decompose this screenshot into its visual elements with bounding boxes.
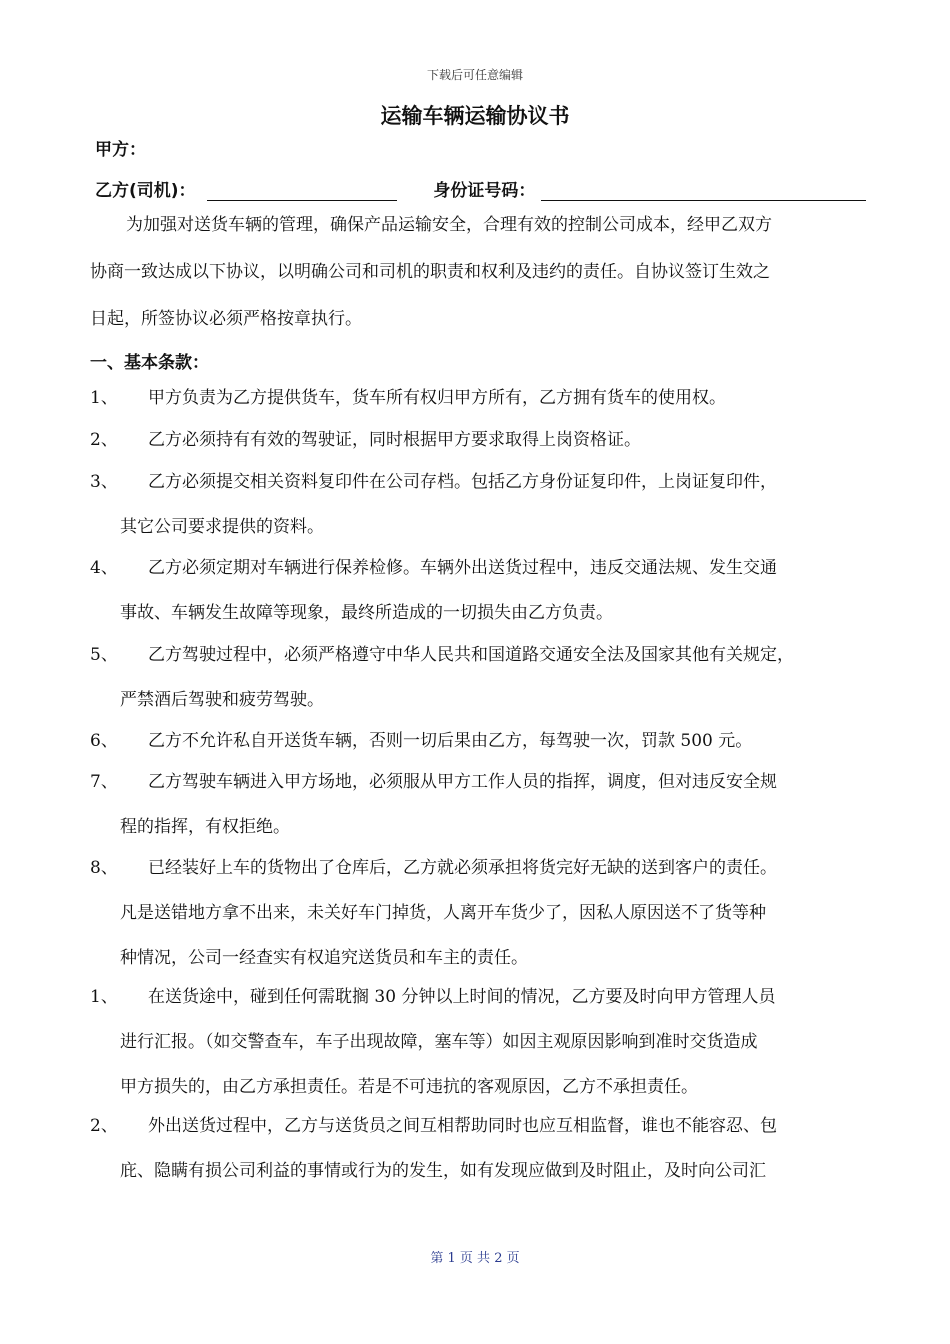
clause-number: 2、 xyxy=(90,430,118,450)
intro-line: 为加强对送货车辆的管理，确保产品运输安全，合理有效的控制公司成本，经甲乙双方 xyxy=(126,215,772,235)
clause-text-line: 庇、隐瞒有损公司利益的事情或行为的发生，如有发现应做到及时阻止，及时向公司汇 xyxy=(120,1161,766,1181)
clause-text-line: 乙方必须持有有效的驾驶证，同时根据甲方要求取得上岗资格证。 xyxy=(148,430,641,450)
clause-text-line: 事故、车辆发生故障等现象，最终所造成的一切损失由乙方负责。 xyxy=(120,603,613,623)
id-number-blank xyxy=(541,182,866,201)
party-a-label: 甲方： xyxy=(95,140,146,160)
clause-text-line: 程的指挥，有权拒绝。 xyxy=(120,817,290,837)
clause-text-line: 在送货途中，碰到任何需耽搁 30 分钟以上时间的情况，乙方要及时向甲方管理人员 xyxy=(148,987,776,1007)
clause-number: 2、 xyxy=(90,1116,118,1136)
clause-item xyxy=(90,546,865,636)
clause-text-line: 甲方损失的，由乙方承担责任。若是不可违抗的客观原因，乙方不承担责任。 xyxy=(120,1077,698,1097)
clause-item xyxy=(90,719,865,764)
party-b-row xyxy=(95,176,866,201)
clause-item xyxy=(90,975,865,1110)
party-b-label: 乙方(司机)： xyxy=(95,181,196,201)
clause-text-line: 乙方驾驶车辆进入甲方场地，必须服从甲方工作人员的指挥，调度，但对违反安全规 xyxy=(148,772,777,792)
clause-number: 1、 xyxy=(90,388,118,408)
clause-text-line: 其它公司要求提供的资料。 xyxy=(120,517,324,537)
clause-text-line: 乙方必须定期对车辆进行保养检修。车辆外出送货过程中，违反交通法规、发生交通 xyxy=(148,558,777,578)
clause-text-line: 外出送货过程中，乙方与送货员之间互相帮助同时也应互相监督，谁也不能容忍、包 xyxy=(148,1116,777,1136)
clause-number: 3、 xyxy=(90,472,118,492)
clause-number: 6、 xyxy=(90,731,118,751)
section-heading: 一、基本条款： xyxy=(90,353,209,373)
document-title: 运输车辆运输协议书 xyxy=(380,104,570,128)
clause-number: 8、 xyxy=(90,858,118,878)
clause-item xyxy=(90,846,865,981)
clause-text-line: 凡是送错地方拿不出来，未关好车门掉货，人离开车货少了，因私人原因送不了货等种 xyxy=(120,903,766,923)
clause-number: 7、 xyxy=(90,772,118,792)
clause-number: 4、 xyxy=(90,558,118,578)
clause-text-line: 种情况，公司一经查实有权追究送货员和车主的责任。 xyxy=(120,948,528,968)
clause-text-line: 已经装好上车的货物出了仓库后，乙方就必须承担将货完好无缺的送到客户的责任。 xyxy=(148,858,777,878)
clause-item xyxy=(90,418,865,463)
clause-text-line: 甲方负责为乙方提供货车，货车所有权归甲方所有，乙方拥有货车的使用权。 xyxy=(148,388,726,408)
clause-text-line: 严禁酒后驾驶和疲劳驾驶。 xyxy=(120,690,324,710)
clause-item xyxy=(90,1104,865,1194)
intro-line: 协商一致达成以下协议，以明确公司和司机的职责和权利及违约的责任。自协议签订生效之 xyxy=(90,262,770,282)
intro-line: 日起，所签协议必须严格按章执行。 xyxy=(90,309,362,329)
clause-text-line: 进行汇报。（如交警查车，车子出现故障，塞车等）如因主观原因影响到准时交货造成 xyxy=(120,1032,758,1052)
page-header: 下载后可任意编辑 xyxy=(426,68,523,82)
clause-item xyxy=(90,760,865,850)
clause-text-line: 乙方不允许私自开送货车辆，否则一切后果由乙方，每驾驶一次，罚款 500 元。 xyxy=(148,731,753,751)
party-b-blank xyxy=(207,182,397,201)
clause-text-line: 乙方驾驶过程中，必须严格遵守中华人民共和国道路交通安全法及国家其他有关规定， xyxy=(148,645,794,665)
clause-item xyxy=(90,376,865,421)
intro-paragraph xyxy=(90,202,865,343)
clause-number: 5、 xyxy=(90,645,118,665)
page-footer: 第 1 页 共 2 页 xyxy=(430,1251,520,1266)
id-number-label: 身份证号码： xyxy=(433,181,536,201)
clause-item xyxy=(90,460,865,550)
clause-text-line: 乙方必须提交相关资料复印件在公司存档。包括乙方身份证复印件，上岗证复印件， xyxy=(148,472,777,492)
clause-item xyxy=(90,633,865,723)
clause-number: 1、 xyxy=(90,987,118,1007)
